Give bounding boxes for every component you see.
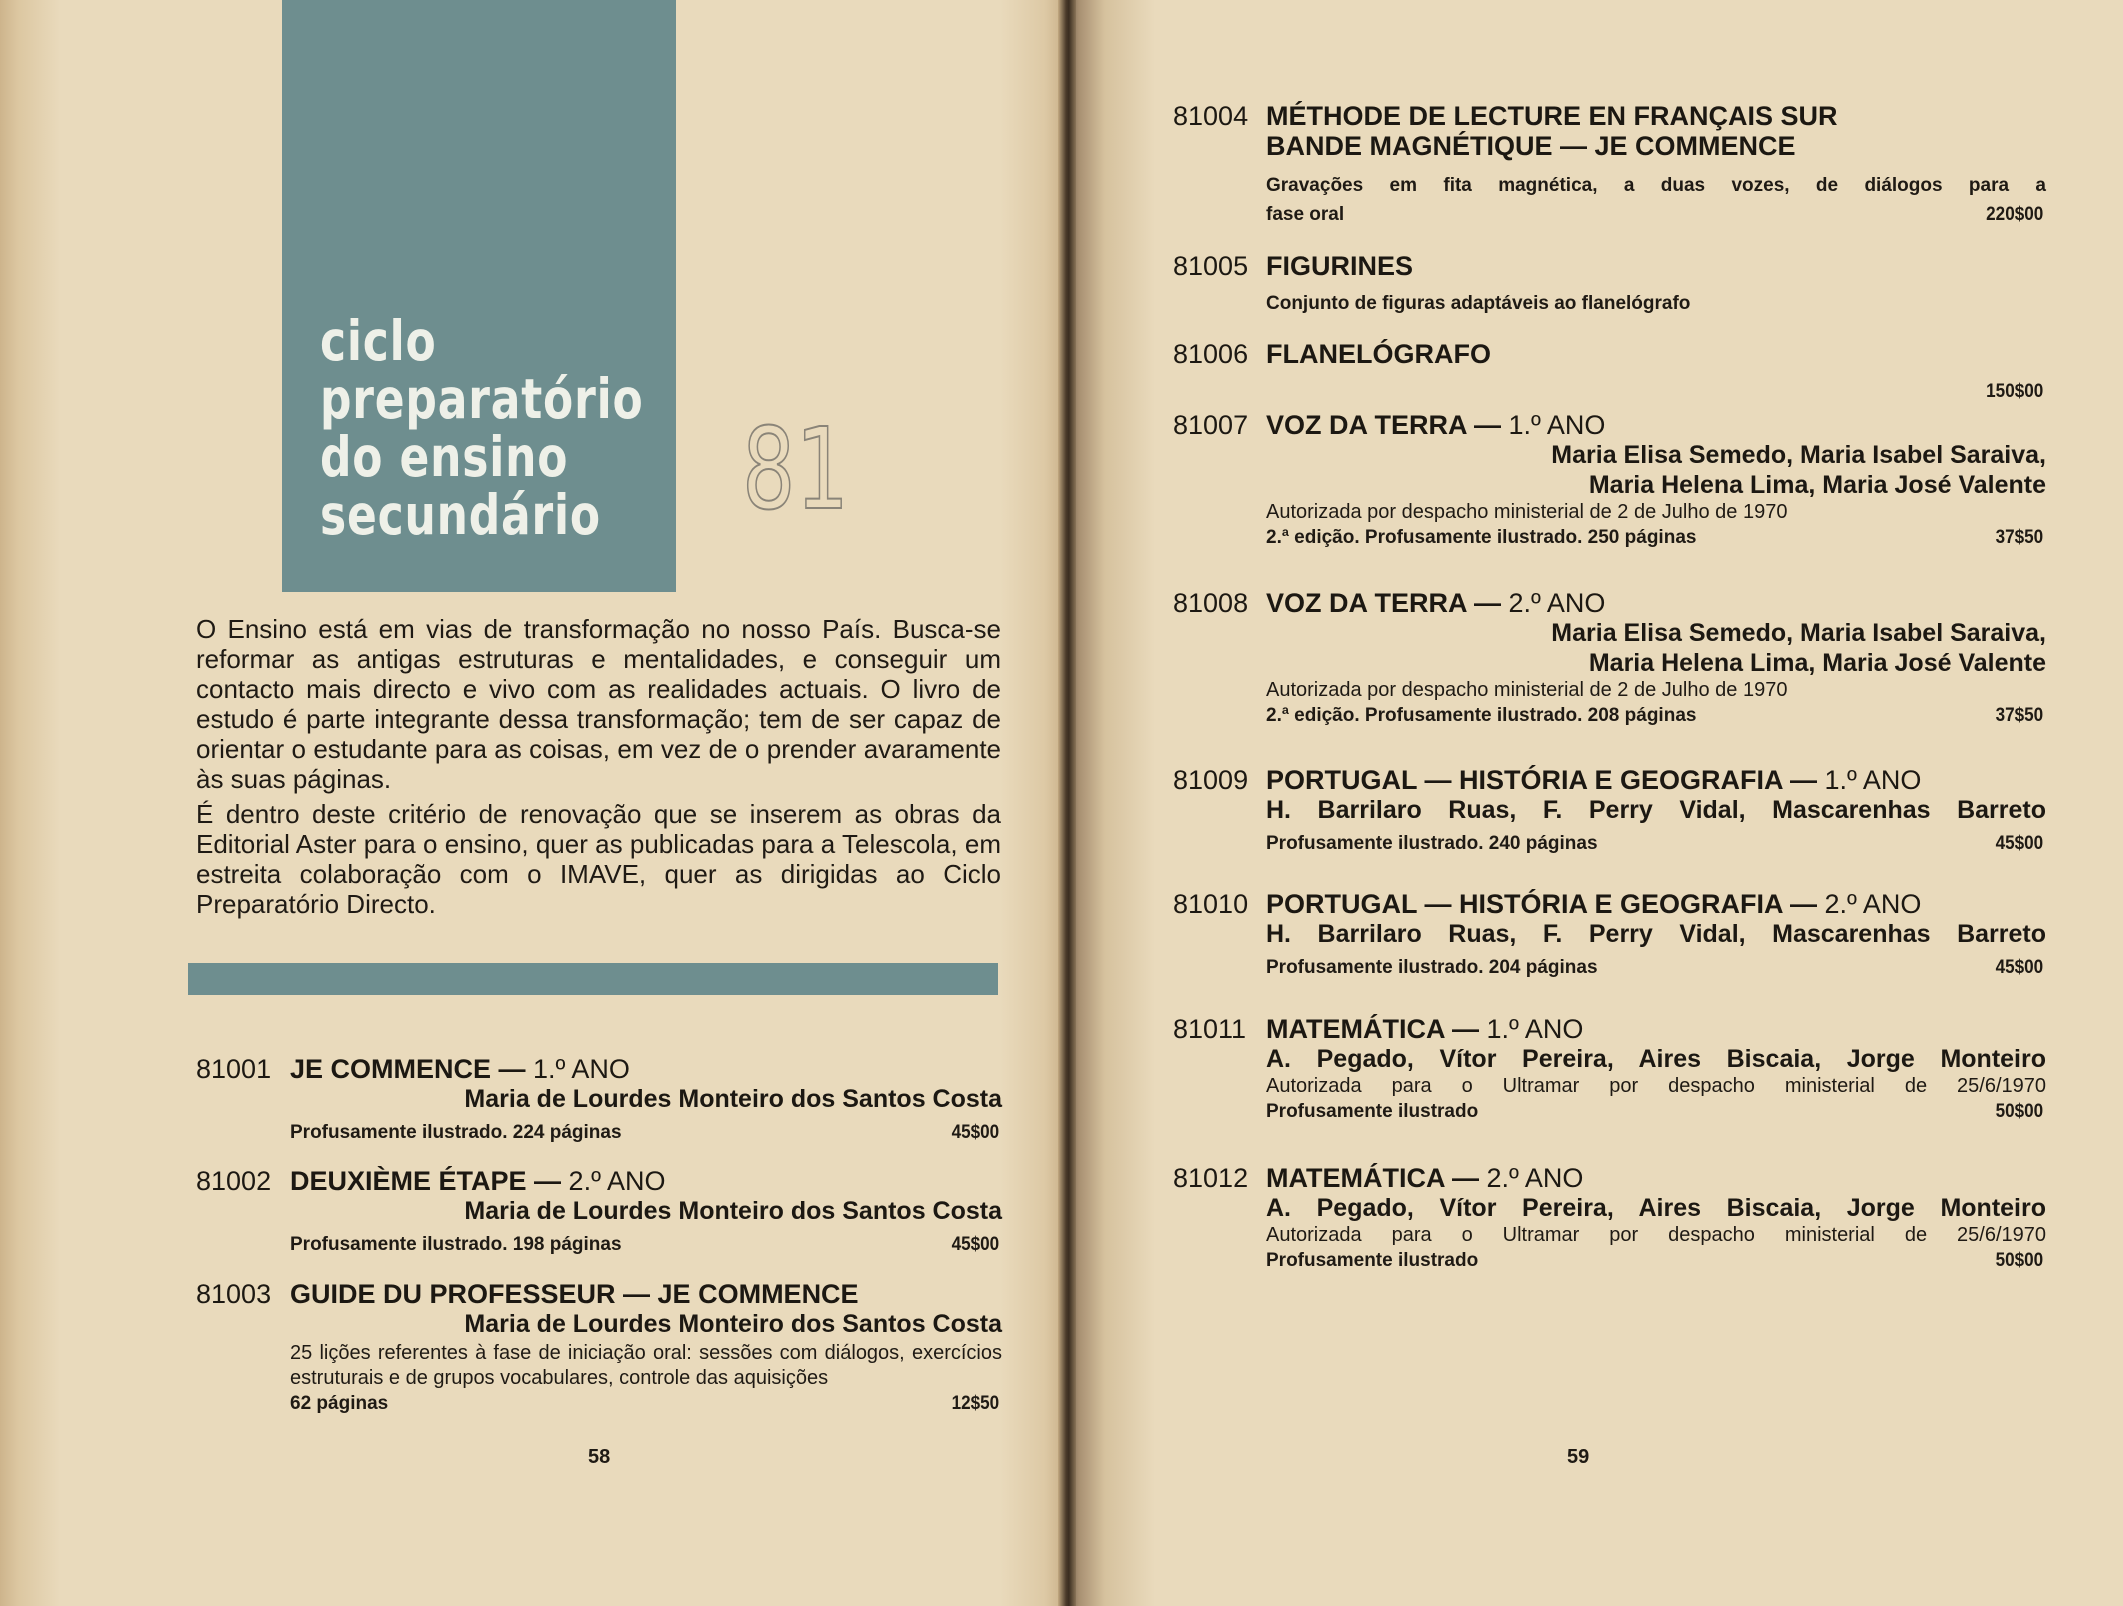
entry-description: 25 lições referentes à fase de iniciação oral: sessões com diálogos, exercícios estruturais e de grupos vocabulares, controle das aquisições — [290, 1342, 1002, 1389]
entry-code: 81004 — [1173, 101, 1249, 131]
chapter-number: 81 — [742, 405, 849, 535]
entry-code: 81009 — [1173, 765, 1249, 795]
entry-author: H. Barrilaro Ruas, F. Perry Vidal, Mascarenhas Barreto — [1266, 796, 2046, 824]
book-spine — [1058, 0, 1076, 1606]
entry-year: 2.º ANO — [568, 1166, 666, 1196]
entry-info: fase oral — [1266, 204, 1345, 225]
entry-code: 81001 — [196, 1054, 272, 1084]
chapter-title — [320, 309, 644, 547]
entry-author: H. Barrilaro Ruas, F. Perry Vidal, Mascarenhas Barreto — [1266, 920, 2046, 948]
entry-title: JE COMMENCE — 1.º ANO — [290, 1054, 630, 1084]
entry-price: 45$00 — [1995, 957, 2044, 978]
entry-authorization: Autorizada para o Ultramar por despacho ministerial de 25/6/1970 — [1266, 1224, 2046, 1246]
entry-price: 37$50 — [1995, 527, 2044, 548]
entry-author: A. Pegado, Vítor Pereira, Aires Biscaia, Jorge Monteiro — [1266, 1045, 2046, 1073]
entry-price: 50$00 — [1995, 1101, 2044, 1122]
entry-year: 2.º ANO — [1824, 889, 1922, 919]
entry-code: 81007 — [1173, 410, 1249, 440]
entry-author: Maria de Lourdes Monteiro dos Santos Costa — [464, 1085, 1002, 1113]
entry-author: Maria Elisa Semedo, Maria Isabel Saraiva, — [1551, 619, 2046, 647]
entry-info: Gravações em fita magnética, a duas vozes, de diálogos para a — [1266, 175, 2046, 196]
entry-code: 81005 — [1173, 251, 1249, 281]
entry-title: FIGURINES — [1266, 251, 1414, 281]
entry-title-line: MÉTHODE DE LECTURE EN FRANÇAIS SUR — [1266, 101, 1838, 131]
entry-author: Maria de Lourdes Monteiro dos Santos Costa — [464, 1197, 1002, 1225]
entry-info: 2.ª edição. Profusamente ilustrado. 208 páginas — [1266, 705, 1697, 726]
entry-author: Maria Elisa Semedo, Maria Isabel Saraiva, — [1551, 441, 2046, 469]
chapter-title-line: secundário — [320, 483, 601, 547]
page-number: 58 — [588, 1446, 611, 1468]
entry-author: A. Pegado, Vítor Pereira, Aires Biscaia, Jorge Monteiro — [1266, 1194, 2046, 1222]
entry-year: 1.º ANO — [1824, 765, 1922, 795]
entry-title: GUIDE DU PROFESSEUR — JE COMMENCE — [290, 1279, 859, 1309]
entry-info: Profusamente ilustrado. 204 páginas — [1266, 957, 1598, 978]
entry-info: Conjunto de figuras adaptáveis ao flanelógrafo — [1266, 293, 1691, 314]
entry-title: FLANELÓGRAFO — [1266, 339, 1491, 369]
entry-year: 1.º ANO — [533, 1054, 630, 1084]
section-divider — [188, 963, 998, 995]
entry-price: 45$00 — [1995, 833, 2044, 854]
chapter-title-line: do ensino — [320, 425, 569, 489]
chapter-title-line: ciclo — [320, 309, 437, 373]
entry-title: MATEMÁTICA — 2.º ANO — [1266, 1163, 1584, 1193]
entry-code: 81010 — [1173, 889, 1249, 919]
entry-title: DEUXIÈME ÉTAPE — 2.º ANO — [290, 1166, 666, 1196]
entry-info: Profusamente ilustrado — [1266, 1250, 1479, 1271]
entry-code: 81011 — [1173, 1014, 1247, 1044]
entry-price: 12$50 — [951, 1393, 1000, 1414]
entry-title: MATEMÁTICA — 1.º ANO — [1266, 1014, 1584, 1044]
entry-code: 81008 — [1173, 588, 1249, 618]
entry-year: 2.º ANO — [1508, 588, 1606, 618]
entry-code: 81003 — [196, 1279, 272, 1309]
entry-info: Profusamente ilustrado — [1266, 1101, 1479, 1122]
entry-price: 220$00 — [1985, 204, 2043, 225]
entry-price: 150$00 — [1985, 381, 2043, 402]
entry-info: Profusamente ilustrado. 224 páginas — [290, 1122, 622, 1143]
entry-year: 2.º ANO — [1486, 1163, 1584, 1193]
entry-price: 45$00 — [951, 1234, 1000, 1255]
entry-info: 62 páginas — [290, 1393, 389, 1414]
entry-author: Maria Helena Lima, Maria José Valente — [1588, 649, 2046, 677]
entry-price: 45$00 — [951, 1122, 1000, 1143]
entry-year: 1.º ANO — [1508, 410, 1606, 440]
page-number: 59 — [1567, 1446, 1590, 1468]
entry-info: Profusamente ilustrado. 240 páginas — [1266, 833, 1598, 854]
entry-title: VOZ DA TERRA — 2.º ANO — [1266, 588, 1606, 618]
entry-authorization: Autorizada para o Ultramar por despacho ministerial de 25/6/1970 — [1266, 1075, 2046, 1097]
intro-paragraph: É dentro deste critério de renovação que se inserem as obras da Editorial Aster para o ensino, quer as publicadas para a Telescola, em estreita colaboração com o IMAVE, quer as dirigidas ao Ciclo Preparatório Directo. — [196, 799, 1001, 919]
entry-title: PORTUGAL — HISTÓRIA E GEOGRAFIA — 1.º ANO — [1266, 765, 1922, 795]
entry-author: Maria Helena Lima, Maria José Valente — [1588, 471, 2046, 499]
entry-title: VOZ DA TERRA — 1.º ANO — [1266, 410, 1606, 440]
entry-price: 37$50 — [1995, 705, 2044, 726]
right-page — [1065, 0, 2123, 1606]
entry-info: 2.ª edição. Profusamente ilustrado. 250 páginas — [1266, 527, 1697, 548]
entry-authorization: Autorizada por despacho ministerial de 2 de Julho de 1970 — [1266, 501, 1788, 523]
entry-info: Profusamente ilustrado. 198 páginas — [290, 1234, 622, 1255]
chapter-title-line: preparatório — [320, 367, 644, 431]
entry-title-line: BANDE MAGNÉTIQUE — JE COMMENCE — [1266, 131, 1796, 161]
entry-price: 50$00 — [1995, 1250, 2044, 1271]
entry-author: Maria de Lourdes Monteiro dos Santos Costa — [464, 1310, 1002, 1338]
intro-paragraph: O Ensino está em vias de transformação no nosso País. Busca-se reformar as antigas estruturas e mentalidades, e conseguir um contacto mais directo e vivo com as realidades actuais. O livro de estudo é parte integrante dessa transformação; tem de ser capaz de orientar o estudante para as coisas, em vez de o prender avaramente às suas páginas. — [196, 614, 1001, 794]
entry-code: 81006 — [1173, 339, 1249, 369]
entry-year: 1.º ANO — [1486, 1014, 1584, 1044]
entry-authorization: Autorizada por despacho ministerial de 2 de Julho de 1970 — [1266, 679, 1788, 701]
entry-title: PORTUGAL — HISTÓRIA E GEOGRAFIA — 2.º ANO — [1266, 889, 1922, 919]
entry-code: 81002 — [196, 1166, 272, 1196]
entry-code: 81012 — [1173, 1163, 1249, 1193]
